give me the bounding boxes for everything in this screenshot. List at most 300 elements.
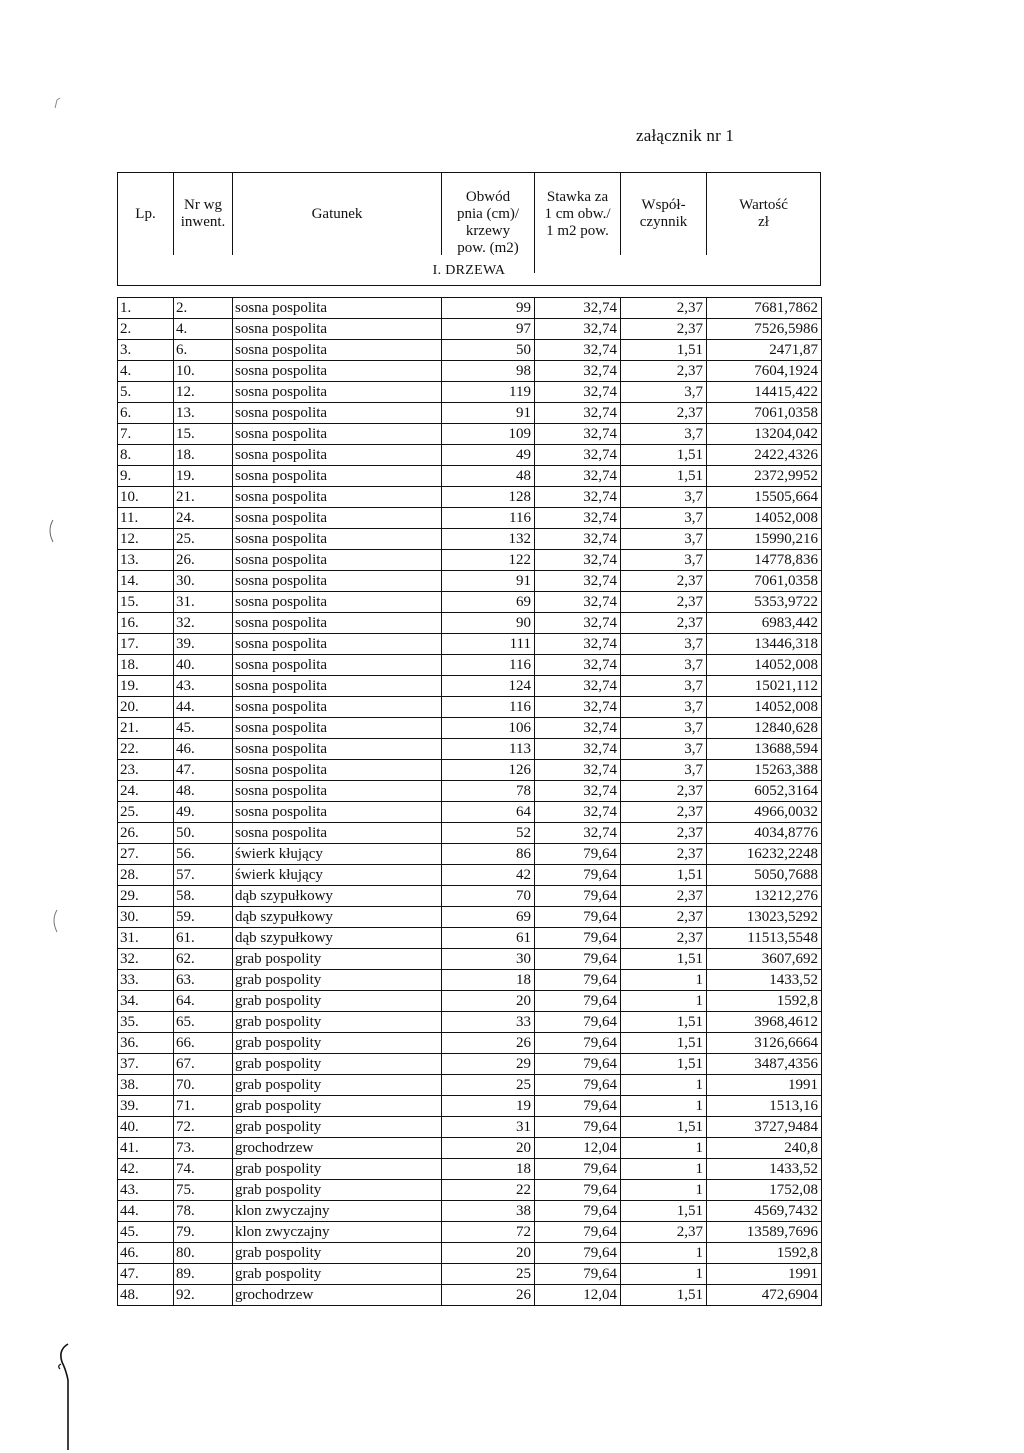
header-nr-text: Nr wg inwent. — [180, 197, 226, 230]
cell-lp: 8. — [118, 445, 174, 466]
header-obwod — [442, 173, 535, 273]
cell-obwod: 111 — [442, 634, 535, 655]
cell-lp: 48. — [118, 1285, 174, 1306]
cell-lp: 33. — [118, 970, 174, 991]
cell-obwod: 97 — [442, 319, 535, 340]
cell-wartosc: 4034,8776 — [707, 823, 822, 844]
cell-stawka: 32,74 — [535, 424, 621, 445]
cell-stawka: 79,64 — [535, 928, 621, 949]
cell-obwod: 86 — [442, 844, 535, 865]
cell-obwod: 109 — [442, 424, 535, 445]
cell-obwod: 91 — [442, 571, 535, 592]
cell-wspol: 1 — [621, 1159, 707, 1180]
cell-nr: 65. — [174, 1012, 233, 1033]
cell-wartosc: 1592,8 — [707, 991, 822, 1012]
cell-gatunek: sosna pospolita — [233, 550, 442, 571]
table-row — [118, 970, 822, 991]
table-row — [118, 571, 822, 592]
table-row — [118, 991, 822, 1012]
cell-gatunek: sosna pospolita — [233, 466, 442, 487]
cell-wspol: 2,37 — [621, 319, 707, 340]
cell-wspol: 2,37 — [621, 571, 707, 592]
table-row — [118, 1012, 822, 1033]
table-row — [118, 802, 822, 823]
cell-lp: 42. — [118, 1159, 174, 1180]
cell-stawka: 32,74 — [535, 571, 621, 592]
cell-wspol: 1,51 — [621, 1201, 707, 1222]
cell-nr: 45. — [174, 718, 233, 739]
cell-nr: 44. — [174, 697, 233, 718]
cell-obwod: 31 — [442, 1117, 535, 1138]
cell-stawka: 32,74 — [535, 613, 621, 634]
cell-nr: 79. — [174, 1222, 233, 1243]
cell-gatunek: grab pospolity — [233, 1075, 442, 1096]
table-row — [118, 529, 822, 550]
cell-nr: 31. — [174, 592, 233, 613]
cell-stawka: 32,74 — [535, 676, 621, 697]
cell-nr: 49. — [174, 802, 233, 823]
cell-lp: 36. — [118, 1033, 174, 1054]
table-row — [118, 697, 822, 718]
cell-lp: 3. — [118, 340, 174, 361]
cell-wspol: 2,37 — [621, 823, 707, 844]
cell-lp: 1. — [118, 298, 174, 319]
cell-gatunek: sosna pospolita — [233, 634, 442, 655]
cell-wspol: 1 — [621, 1075, 707, 1096]
cell-nr: 15. — [174, 424, 233, 445]
header-stawka-text: Stawka za 1 cm obw./ 1 m2 pow. — [544, 188, 611, 239]
cell-gatunek: świerk kłujący — [233, 865, 442, 886]
cell-nr: 61. — [174, 928, 233, 949]
cell-obwod: 72 — [442, 1222, 535, 1243]
cell-nr: 32. — [174, 613, 233, 634]
cell-lp: 27. — [118, 844, 174, 865]
cell-stawka: 32,74 — [535, 550, 621, 571]
cell-wspol: 1,51 — [621, 1285, 707, 1306]
cell-lp: 16. — [118, 613, 174, 634]
cell-obwod: 20 — [442, 991, 535, 1012]
cell-stawka: 32,74 — [535, 718, 621, 739]
cell-wartosc: 13204,042 — [707, 424, 822, 445]
cell-obwod: 126 — [442, 760, 535, 781]
cell-gatunek: sosna pospolita — [233, 319, 442, 340]
cell-lp: 13. — [118, 550, 174, 571]
cell-lp: 22. — [118, 739, 174, 760]
cell-obwod: 20 — [442, 1243, 535, 1264]
cell-gatunek: sosna pospolita — [233, 424, 442, 445]
cell-gatunek: grab pospolity — [233, 1054, 442, 1075]
cell-wspol: 1,51 — [621, 340, 707, 361]
cell-gatunek: dąb szypułkowy — [233, 928, 442, 949]
table-row — [118, 1138, 822, 1159]
table-row — [118, 865, 822, 886]
header-gatunek — [233, 173, 442, 255]
cell-lp: 39. — [118, 1096, 174, 1117]
cell-nr: 47. — [174, 760, 233, 781]
section-title: I. DRZEWA — [432, 263, 506, 278]
cell-wartosc: 2471,87 — [707, 340, 822, 361]
data-table-body — [118, 298, 822, 1306]
cell-obwod: 98 — [442, 361, 535, 382]
cell-lp: 31. — [118, 928, 174, 949]
cell-gatunek: sosna pospolita — [233, 718, 442, 739]
cell-gatunek: sosna pospolita — [233, 781, 442, 802]
cell-obwod: 124 — [442, 676, 535, 697]
cell-nr: 13. — [174, 403, 233, 424]
cell-wspol: 3,7 — [621, 529, 707, 550]
cell-obwod: 18 — [442, 970, 535, 991]
cell-gatunek: grab pospolity — [233, 949, 442, 970]
cell-lp: 15. — [118, 592, 174, 613]
cell-wartosc: 1433,52 — [707, 1159, 822, 1180]
cell-lp: 34. — [118, 991, 174, 1012]
cell-nr: 12. — [174, 382, 233, 403]
cell-gatunek: sosna pospolita — [233, 655, 442, 676]
cell-nr: 48. — [174, 781, 233, 802]
cell-gatunek: sosna pospolita — [233, 676, 442, 697]
cell-lp: 12. — [118, 529, 174, 550]
cell-stawka: 32,74 — [535, 781, 621, 802]
attachment-label: załącznik nr 1 — [636, 126, 735, 145]
cell-obwod: 49 — [442, 445, 535, 466]
cell-nr: 46. — [174, 739, 233, 760]
cell-wartosc: 15021,112 — [707, 676, 822, 697]
cell-wartosc: 1991 — [707, 1264, 822, 1285]
cell-wspol: 2,37 — [621, 781, 707, 802]
cell-nr: 66. — [174, 1033, 233, 1054]
cell-stawka: 32,74 — [535, 382, 621, 403]
cell-gatunek: sosna pospolita — [233, 340, 442, 361]
cell-wartosc: 3487,4356 — [707, 1054, 822, 1075]
cell-wartosc: 13589,7696 — [707, 1222, 822, 1243]
cell-obwod: 38 — [442, 1201, 535, 1222]
cell-wartosc: 13023,5292 — [707, 907, 822, 928]
cell-lp: 19. — [118, 676, 174, 697]
table-row — [118, 1285, 822, 1306]
header-lp — [118, 173, 174, 255]
cell-nr: 73. — [174, 1138, 233, 1159]
cell-gatunek: sosna pospolita — [233, 739, 442, 760]
cell-lp: 41. — [118, 1138, 174, 1159]
cell-gatunek: sosna pospolita — [233, 382, 442, 403]
table-row — [118, 634, 822, 655]
cell-obwod: 22 — [442, 1180, 535, 1201]
cell-wartosc: 7526,5986 — [707, 319, 822, 340]
cell-wartosc: 1513,16 — [707, 1096, 822, 1117]
cell-wartosc: 1433,52 — [707, 970, 822, 991]
header-wartosc — [707, 173, 820, 255]
table-row — [118, 1180, 822, 1201]
cell-gatunek: grab pospolity — [233, 1033, 442, 1054]
cell-nr: 50. — [174, 823, 233, 844]
cell-stawka: 32,74 — [535, 487, 621, 508]
cell-wartosc: 240,8 — [707, 1138, 822, 1159]
cell-lp: 10. — [118, 487, 174, 508]
cell-obwod: 128 — [442, 487, 535, 508]
cell-obwod: 78 — [442, 781, 535, 802]
cell-stawka: 12,04 — [535, 1285, 621, 1306]
cell-lp: 40. — [118, 1117, 174, 1138]
cell-gatunek: sosna pospolita — [233, 361, 442, 382]
cell-wspol: 3,7 — [621, 634, 707, 655]
cell-nr: 4. — [174, 319, 233, 340]
cell-wspol: 1,51 — [621, 1033, 707, 1054]
cell-stawka: 79,64 — [535, 1201, 621, 1222]
cell-gatunek: sosna pospolita — [233, 613, 442, 634]
cell-lp: 38. — [118, 1075, 174, 1096]
cell-lp: 7. — [118, 424, 174, 445]
cell-lp: 18. — [118, 655, 174, 676]
cell-nr: 21. — [174, 487, 233, 508]
cell-stawka: 32,74 — [535, 298, 621, 319]
cell-lp: 4. — [118, 361, 174, 382]
cell-gatunek: sosna pospolita — [233, 802, 442, 823]
cell-obwod: 116 — [442, 508, 535, 529]
cell-wartosc: 7681,7862 — [707, 298, 822, 319]
cell-nr: 78. — [174, 1201, 233, 1222]
table-row — [118, 1117, 822, 1138]
cell-lp: 23. — [118, 760, 174, 781]
table-row — [118, 676, 822, 697]
table-row — [118, 550, 822, 571]
cell-wspol: 2,37 — [621, 361, 707, 382]
cell-obwod: 64 — [442, 802, 535, 823]
cell-stawka: 32,74 — [535, 529, 621, 550]
cell-lp: 5. — [118, 382, 174, 403]
cell-wartosc: 14778,836 — [707, 550, 822, 571]
cell-obwod: 18 — [442, 1159, 535, 1180]
scan-mark-left-1 — [44, 518, 56, 544]
cell-wartosc: 3126,6664 — [707, 1033, 822, 1054]
table-row — [118, 613, 822, 634]
cell-stawka: 79,64 — [535, 1033, 621, 1054]
cell-nr: 26. — [174, 550, 233, 571]
cell-gatunek: klon zwyczajny — [233, 1201, 442, 1222]
table-row — [118, 1264, 822, 1285]
cell-wartosc: 3727,9484 — [707, 1117, 822, 1138]
table-row — [118, 949, 822, 970]
cell-wspol: 2,37 — [621, 886, 707, 907]
cell-stawka: 32,74 — [535, 697, 621, 718]
cell-wartosc: 1752,08 — [707, 1180, 822, 1201]
cell-stawka: 79,64 — [535, 886, 621, 907]
cell-obwod: 29 — [442, 1054, 535, 1075]
cell-nr: 10. — [174, 361, 233, 382]
cell-nr: 39. — [174, 634, 233, 655]
cell-wspol: 3,7 — [621, 676, 707, 697]
cell-wspol: 1 — [621, 1180, 707, 1201]
cell-nr: 80. — [174, 1243, 233, 1264]
cell-obwod: 52 — [442, 823, 535, 844]
cell-wartosc: 5353,9722 — [707, 592, 822, 613]
cell-nr: 72. — [174, 1117, 233, 1138]
cell-wartosc: 13212,276 — [707, 886, 822, 907]
cell-wartosc: 15263,388 — [707, 760, 822, 781]
cell-wartosc: 1991 — [707, 1075, 822, 1096]
cell-obwod: 91 — [442, 403, 535, 424]
table-row — [118, 466, 822, 487]
cell-gatunek: sosna pospolita — [233, 760, 442, 781]
cell-stawka: 79,64 — [535, 1117, 621, 1138]
table-row — [118, 382, 822, 403]
cell-nr: 71. — [174, 1096, 233, 1117]
cell-wspol: 1 — [621, 1138, 707, 1159]
cell-stawka: 79,64 — [535, 907, 621, 928]
cell-gatunek: grochodrzew — [233, 1138, 442, 1159]
header-nr — [174, 173, 233, 255]
cell-lp: 35. — [118, 1012, 174, 1033]
cell-nr: 57. — [174, 865, 233, 886]
cell-gatunek: grab pospolity — [233, 1180, 442, 1201]
cell-wspol: 3,7 — [621, 760, 707, 781]
table-row — [118, 907, 822, 928]
table-row — [118, 340, 822, 361]
cell-wspol: 2,37 — [621, 928, 707, 949]
cell-stawka: 32,74 — [535, 361, 621, 382]
cell-wartosc: 14052,008 — [707, 697, 822, 718]
cell-wspol: 3,7 — [621, 718, 707, 739]
cell-stawka: 32,74 — [535, 319, 621, 340]
cell-stawka: 79,64 — [535, 991, 621, 1012]
cell-nr: 24. — [174, 508, 233, 529]
table-row — [118, 1243, 822, 1264]
cell-nr: 70. — [174, 1075, 233, 1096]
cell-lp: 11. — [118, 508, 174, 529]
cell-wartosc: 12840,628 — [707, 718, 822, 739]
cell-nr: 56. — [174, 844, 233, 865]
cell-wspol: 3,7 — [621, 739, 707, 760]
cell-wartosc: 5050,7688 — [707, 865, 822, 886]
cell-obwod: 26 — [442, 1285, 535, 1306]
table-row — [118, 823, 822, 844]
cell-wspol: 1 — [621, 991, 707, 1012]
cell-lp: 2. — [118, 319, 174, 340]
cell-stawka: 79,64 — [535, 1012, 621, 1033]
cell-lp: 25. — [118, 802, 174, 823]
table-row — [118, 1159, 822, 1180]
cell-wspol: 2,37 — [621, 613, 707, 634]
cell-lp: 14. — [118, 571, 174, 592]
cell-wartosc: 1592,8 — [707, 1243, 822, 1264]
cell-wspol: 2,37 — [621, 802, 707, 823]
cell-stawka: 79,64 — [535, 1159, 621, 1180]
cell-lp: 21. — [118, 718, 174, 739]
cell-gatunek: grab pospolity — [233, 991, 442, 1012]
cell-wartosc: 14052,008 — [707, 508, 822, 529]
cell-obwod: 26 — [442, 1033, 535, 1054]
cell-obwod: 33 — [442, 1012, 535, 1033]
cell-wartosc: 472,6904 — [707, 1285, 822, 1306]
table-row — [118, 508, 822, 529]
cell-wartosc: 4569,7432 — [707, 1201, 822, 1222]
scan-mark-left-2 — [48, 908, 60, 934]
cell-gatunek: sosna pospolita — [233, 571, 442, 592]
cell-gatunek: sosna pospolita — [233, 508, 442, 529]
cell-gatunek: grab pospolity — [233, 1012, 442, 1033]
cell-wspol: 3,7 — [621, 487, 707, 508]
table-row — [118, 319, 822, 340]
cell-lp: 43. — [118, 1180, 174, 1201]
cell-gatunek: klon zwyczajny — [233, 1222, 442, 1243]
table-row — [118, 361, 822, 382]
scan-mark-top — [52, 96, 62, 110]
cell-stawka: 32,74 — [535, 340, 621, 361]
table-row — [118, 1096, 822, 1117]
cell-stawka: 79,64 — [535, 844, 621, 865]
cell-stawka: 79,64 — [535, 1180, 621, 1201]
cell-stawka: 32,74 — [535, 760, 621, 781]
cell-gatunek: sosna pospolita — [233, 823, 442, 844]
cell-stawka: 32,74 — [535, 634, 621, 655]
cell-wspol: 2,37 — [621, 592, 707, 613]
cell-obwod: 61 — [442, 928, 535, 949]
cell-gatunek: sosna pospolita — [233, 298, 442, 319]
cell-stawka: 79,64 — [535, 1243, 621, 1264]
cell-wartosc: 14052,008 — [707, 655, 822, 676]
cell-stawka: 79,64 — [535, 970, 621, 991]
cell-nr: 25. — [174, 529, 233, 550]
cell-obwod: 42 — [442, 865, 535, 886]
cell-gatunek: sosna pospolita — [233, 529, 442, 550]
table-row — [118, 445, 822, 466]
table-row — [118, 1201, 822, 1222]
table-row — [118, 886, 822, 907]
cell-nr: 89. — [174, 1264, 233, 1285]
cell-nr: 18. — [174, 445, 233, 466]
cell-obwod: 116 — [442, 655, 535, 676]
cell-stawka: 79,64 — [535, 865, 621, 886]
cell-obwod: 69 — [442, 907, 535, 928]
cell-nr: 19. — [174, 466, 233, 487]
cell-wspol: 1,51 — [621, 1012, 707, 1033]
cell-wspol: 3,7 — [621, 382, 707, 403]
cell-wspol: 1,51 — [621, 1054, 707, 1075]
cell-obwod: 20 — [442, 1138, 535, 1159]
cell-stawka: 32,74 — [535, 466, 621, 487]
cell-wspol: 1,51 — [621, 949, 707, 970]
cell-gatunek: sosna pospolita — [233, 403, 442, 424]
cell-stawka: 32,74 — [535, 403, 621, 424]
cell-wartosc: 13688,594 — [707, 739, 822, 760]
cell-gatunek: grab pospolity — [233, 1096, 442, 1117]
cell-wartosc: 2422,4326 — [707, 445, 822, 466]
cell-wspol: 2,37 — [621, 907, 707, 928]
cell-obwod: 69 — [442, 592, 535, 613]
cell-gatunek: grochodrzew — [233, 1285, 442, 1306]
cell-lp: 24. — [118, 781, 174, 802]
cell-obwod: 132 — [442, 529, 535, 550]
cell-wspol: 1 — [621, 1243, 707, 1264]
cell-stawka: 32,74 — [535, 655, 621, 676]
cell-gatunek: sosna pospolita — [233, 697, 442, 718]
data-table — [117, 297, 822, 1306]
cell-gatunek: grab pospolity — [233, 970, 442, 991]
cell-obwod: 30 — [442, 949, 535, 970]
header-gatunek-text: Gatunek — [311, 205, 363, 222]
cell-obwod: 25 — [442, 1075, 535, 1096]
cell-lp: 37. — [118, 1054, 174, 1075]
header-wspol-text: Współ- czynnik — [639, 197, 688, 230]
cell-wspol: 2,37 — [621, 844, 707, 865]
cell-gatunek: dąb szypułkowy — [233, 907, 442, 928]
cell-stawka: 79,64 — [535, 1222, 621, 1243]
cell-nr: 59. — [174, 907, 233, 928]
cell-wspol: 1,51 — [621, 865, 707, 886]
table-row — [118, 655, 822, 676]
cell-lp: 45. — [118, 1222, 174, 1243]
cell-gatunek: grab pospolity — [233, 1264, 442, 1285]
cell-wartosc: 14415,422 — [707, 382, 822, 403]
